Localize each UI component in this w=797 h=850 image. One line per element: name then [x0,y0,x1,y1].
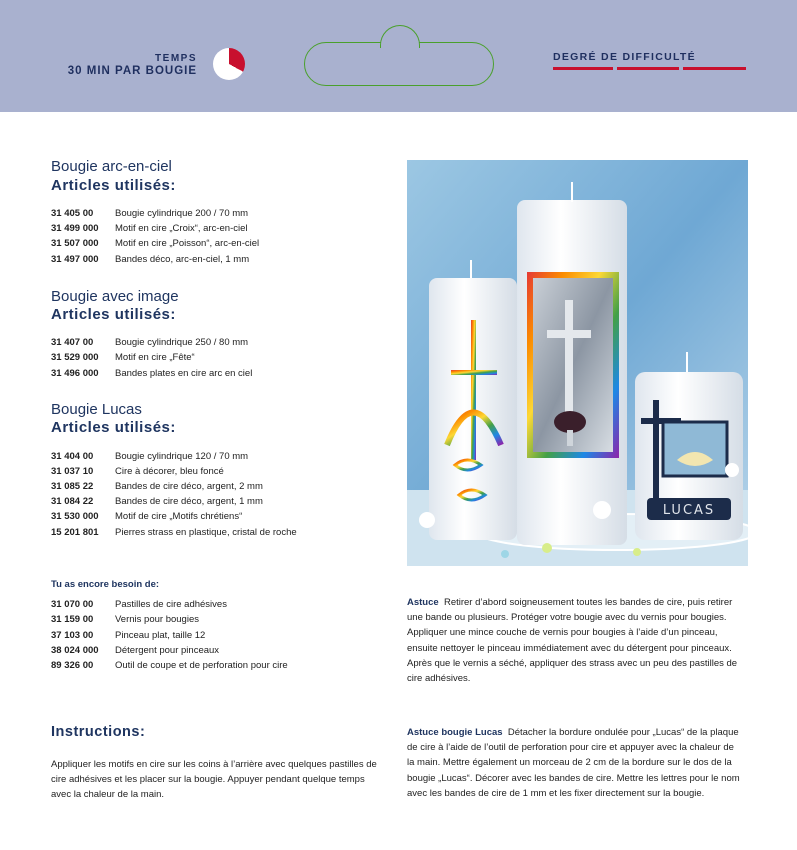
section-title: Bougie Lucas [51,401,142,418]
candle-name: LUCAS [662,503,716,518]
list-item: 31 405 00 Bougie cylindrique 200 / 70 mm [51,208,249,219]
list-item: 31 529 000 Motif en cire „Fête“ [51,352,195,363]
list-item: 31 496 000 Bandes plates en cire arc en ciel [51,368,253,379]
list-item: 31 497 000 Bandes déco, arc-en-ciel, 1 mm [51,254,250,265]
pebble-3 [633,548,641,556]
section-title: Bougie avec image [51,288,179,305]
list-item: 31 084 22 Bandes de cire déco, argent, 1 mm [51,496,263,507]
dark-cross-v [653,400,659,512]
chalice-cup [554,411,586,433]
tip-lucas-paragraph [407,725,742,801]
section-title: Bougie arc-en-ciel [51,158,172,175]
difficulty-bar-1 [553,67,613,70]
list-item: 31 085 22 Bandes de cire déco, argent, 2 mm [51,481,263,492]
tip-paragraph [407,595,742,686]
section-subtitle: Articles utilisés: [51,306,176,323]
list-item: 31 507 000 Motif en cire „Poisson“, arc-en-ciel [51,238,260,249]
list-item: 31 070 00 Pastilles de cire adhésives [51,599,227,610]
flower-2 [593,501,611,519]
list-item: 31 499 000 Motif en cire „Croix“, arc-en-ciel [51,223,248,234]
time-pie-icon [213,48,245,80]
cross-horizontal [451,370,497,375]
instructions-title: Instructions: [51,724,146,740]
difficulty-bar-2 [617,67,679,70]
list-item: 31 404 00 Bougie cylindrique 120 / 70 mm [51,451,249,462]
extra-title: Tu as encore besoin de: [51,579,160,590]
flower-1 [419,512,435,528]
pebble-2 [501,550,509,558]
tip-label: Astuce [407,597,439,608]
tip-lucas-text: Détacher la bordure ondulée pour „Lucas“ de la plaque de cire à l’aide de l’outil de perforation pour cire et appuyer avec la chaleur de la main. Mettre également un morceau de 2 cm de la bordure sur le dos de la bougie „Lucas“. Décorer avec les bandes de cire. Mettre les lettres pour le nom avec les bandes de cire de 1 mm et les fixer directement sur la bougie. [407,727,740,799]
section-subtitle: Articles utilisés: [51,419,176,436]
section-subtitle: Articles utilisés: [51,177,176,194]
cross-vertical [471,320,476,460]
list-item: 31 530 000 Motif de cire „Motifs chrétiens“ [51,511,243,522]
tip-lucas-label: Astuce bougie Lucas [407,727,503,738]
list-item: 31 159 00 Vernis pour bougies [51,614,199,625]
difficulty-label: DEGRÉ DE DIFFICULTÉ [553,51,696,63]
candles-photo [407,160,748,566]
flower-3 [725,463,739,477]
list-item: 38 024 000 Détergent pour pinceaux [51,645,220,656]
pebble-1 [542,543,552,553]
difficulty-bar-3 [683,67,746,70]
title-tab [304,42,494,86]
time-label: TEMPS [155,53,197,64]
silver-cross-v [565,300,573,420]
instructions-text: Appliquer les motifs en cire sur les coins à l’arrière avec quelques pastilles de cire adhésives et les placer sur la bougie. Appuyer pendant quelque temps avec la chaleur de la main. [51,759,377,801]
list-item: 89 326 00 Outil de coupe et de perforation pour cire [51,660,288,671]
list-item: 31 037 10 Cire à décorer, bleu foncé [51,466,224,477]
time-info [68,52,197,78]
list-item: 37 103 00 Pinceau plat, taille 12 [51,630,206,641]
silver-cross-h [547,330,591,338]
tip-text: Retirer d’abord soigneusement toutes les bandes de cire, puis retirer une bande ou plusieurs. Protéger votre bougie avec du vernis pour bougies. Appliquer une mince couche de vernis pour bougies à l’aide d’un pinceau, ensuite nettoyer le pinceau immédiatement avec du détergent pour pinceaux. Après que le vernis a séché, appliquer des strass avec un peu des pastilles de cire adhésives. [407,597,738,685]
fish-panel [663,422,727,476]
list-item: 15 201 801 Pierres strass en plastique, cristal de roche [51,527,297,538]
chalice-stem [567,430,573,446]
list-item: 31 407 00 Bougie cylindrique 250 / 80 mm [51,337,249,348]
time-value: 30 MIN PAR BOUGIE [67,65,197,77]
